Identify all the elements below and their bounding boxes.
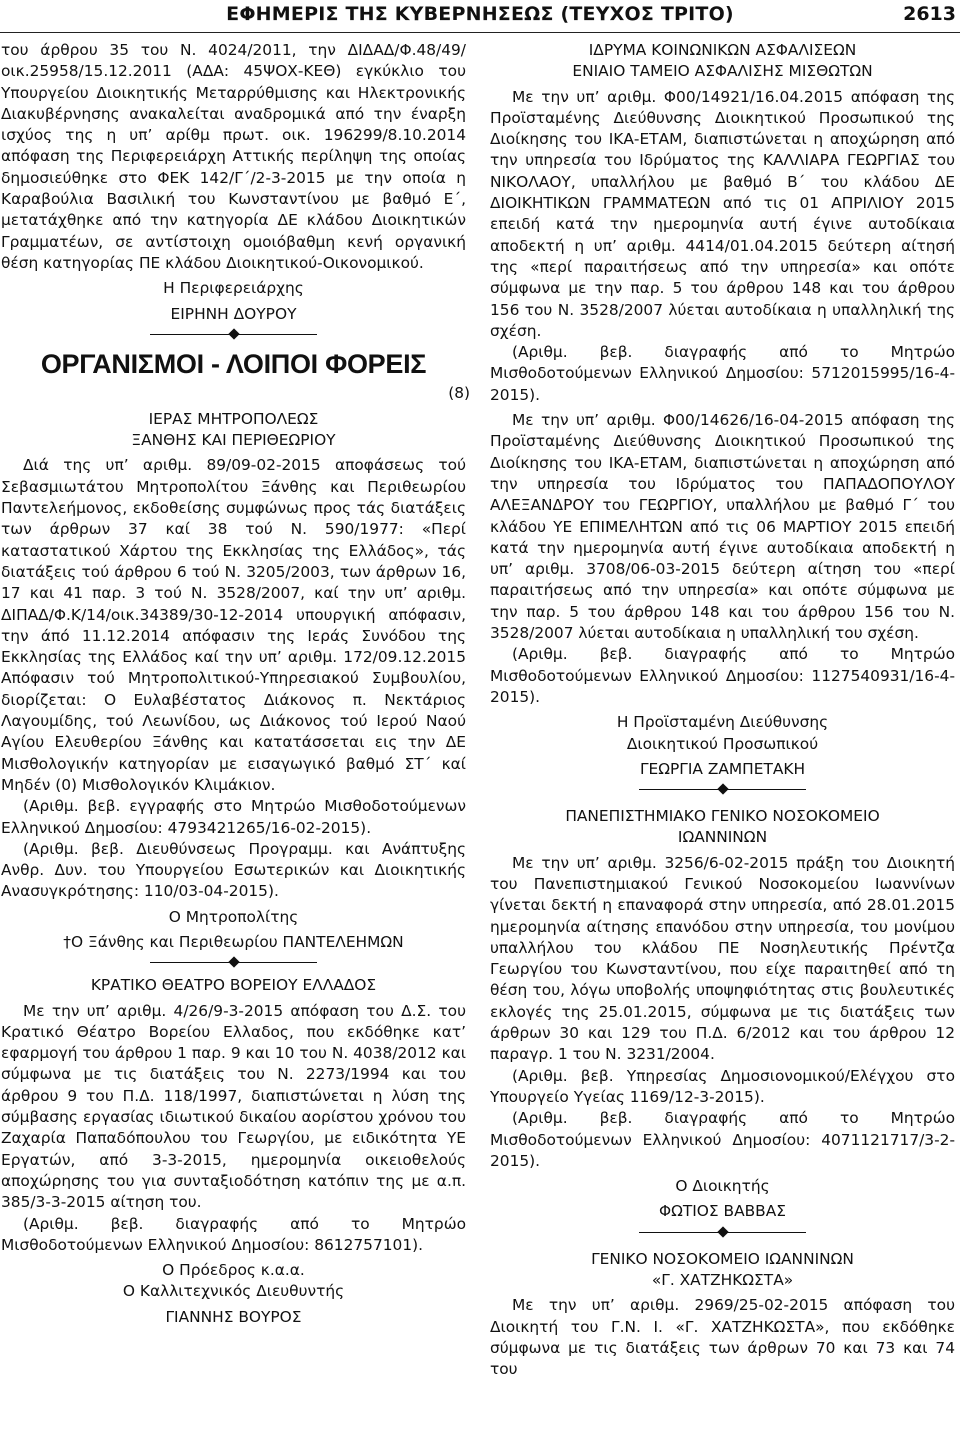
issue-note: (8) <box>448 383 470 402</box>
page-header <box>0 0 960 34</box>
signatory-role: Ο Καλλιτεχνικός Διευθυντής <box>122 1282 345 1301</box>
paragraph: του άρθρου 35 του Ν. 4024/2011, την ΔΙΔΑΔ/Φ.48/49/οικ.25958/15.12.2011 (ΑΔΑ: 45ΨΟΧ-ΚΕΘ) εγκύκλιο του Υπουργείου Διοικητικής Μεταρρύθμισης και Ηλεκτρονικής Διακυβέρνησης ανακαλείται αναδρομικά από την έναρξη ισχύος της η υπ’ αρίθμ πρωτ. οικ. 196299/8.10.2014 απόφαση της Περιφερειάρχη Αττικής περίληψη της οποίας δημοσιεύθηκε στο ΦΕΚ 142/Γ΄/2-3-2015 με την οποία η Καραβούλια Βασιλική του Κωνσταντίνου με βαθμό Ε΄, μετατάχθηκε από την κατηγορία ΔΕ κλάδου Διοικητικών Γραμματέων, σε αντίστοιχη ομοιόβαθμη κενή οργανική θέση κατηγορίας ΠΕ κλάδου Διοικητικού-Οικονομικού. <box>1 41 466 272</box>
paragraph: (Αριθμ. βεβ. διαγραφής από το Μητρώο Μισθοδοτούμενων Ελληνικού Δημοσίου: 8612757101). <box>1 1214 466 1254</box>
signatory-name: ΓΕΩΡΓΙΑ ΖΑΜΠΕΤΑΚΗ <box>639 759 806 778</box>
paragraph: Με την υπ’ αριθμ. Φ00/14921/16.04.2015 απόφαση της Προϊσταμένης Διεύθυνσης Διοικητικού Προσωπικού της Διοίκησης του ΙΚΑ-ΕΤΑΜ, διαπιστώνεται η αποχώρηση από την υπηρεσία του Ιδρύματος της ΚΑΛΛΙΑΡΑ ΓΕΩΡΓΙΑΣ του ΝΙΚΟΛΑΟΥ, υπαλλήλου με βαθμό Β΄ του κλάδου ΔΕ ΔΙΟΙΚΗΤΙΚΩΝ ΓΡΑΜΜΑΤΕΩΝ από τις 01 ΑΠΡΙΛΙΟΥ 2015 επειδή κατά την ημερομηνία αυτή έγινε αυτοδίκαια αποδεκτή η υπ’ αριθμ. 4414/01.04.2015 δεύτερη αίτησή της «περί παραιτήσεως από την υπηρεσία» και οπότε σύμφωνα με την παρ. 5 του άρθρου 148 και του άρθρου 156 του Ν. 3528/2007 λύεται αυτοδίκαια η υπαλληλική της σχέση. <box>490 87 955 340</box>
signatory-role: Ο Διοικητής <box>675 1177 770 1196</box>
paragraph: (Αριθμ. βεβ. διαγραφής από το Μητρώο Μισθοδοτούμενων Ελληνικού Δημοσίου: 1127540931/16-4-2015). <box>490 645 955 706</box>
section-divider <box>1 327 466 341</box>
signatory-role: Ο Μητροπολίτης <box>168 907 299 926</box>
org-heading: ΠΑΝΕΠΙΣΤΗΜΙΑΚΟ ΓΕΝΙΚΟ ΝΟΣΟΚΟΜΕΙΟ <box>565 807 880 826</box>
org-heading: ΞΑΝΘΗΣ ΚΑΙ ΠΕΡΙΘΕΩΡΙΟΥ <box>131 431 336 450</box>
paragraph: (Αριθμ. βεβ. διαγραφής από το Μητρώο Μισθοδοτούμενων Ελληνικού Δημοσίου: 4071121717/3-2-2015). <box>490 1109 955 1170</box>
paragraph: (Αριθμ. βεβ. Διευθύνσεως Προγραμμ. και Ανάπτυξης Ανθρ. Δυν. του Υπουργείου Εσωτερικών και Διοικητικής Ανασυγκρότησης: 110/03-04-2015). <box>1 839 466 901</box>
gazette-title: ΕΦΗΜΕΡΙΣ ΤΗΣ ΚΥΒΕΡΝΗΣΕΩΣ (ΤΕΥΧΟΣ ΤΡΙΤΟ) <box>226 3 734 25</box>
org-heading: ΓΕΝΙΚΟ ΝΟΣΟΚΟΜΕΙΟ ΙΩΑΝΝΙΝΩΝ <box>591 1249 854 1268</box>
section-divider <box>490 1225 955 1239</box>
section-divider <box>1 955 466 969</box>
paragraph: (Αριθμ. βεβ. Υπηρεσίας Δημοσιονομικού/Ελέγχου στο Υπουργείο Υγείας 1169/12-3-2015). <box>490 1066 955 1106</box>
paragraph: Με την υπ’ αριθμ. 3256/6-02-2015 πράξη του Διοικητή του Πανεπιστημιακού Γενικού Νοσοκομείου Ιωαννίνων γίνεται δεκτή η επαναφορά στην υπηρεσία, από 28.01.2015 ημερομηνία αίτησης επανόδου στην υπηρεσία, του μονίμου υπαλλήλου του κλάδου ΠΕ Νοσηλευτικής Πρέντζα Γεωργίου του Κωνσταντίνου, που είχε παραιτηθεί από τη θέση του, λόγω υποβολής υποψηφιότητας στις βουλευτικές εκλογές της 25.01.2015, σύμφωνα με τις διατάξεις των άρθρων 30 και 129 του Π.Δ. 6/2012 και του άρθρου 12 παραγρ. 1 του Ν. 3231/2004. <box>490 853 955 1064</box>
signatory-role: Διοικητικού Προσωπικού <box>626 734 819 753</box>
org-heading: ΕΝΙΑΙΟ ΤΑΜΕΙΟ ΑΣΦΑΛΙΣΗΣ ΜΙΣΘΩΤΩΝ <box>572 62 873 81</box>
signatory-name: ΓΙΑΝΝΗΣ ΒΟΥΡΟΣ <box>165 1307 302 1326</box>
left-column <box>1 40 470 1328</box>
paragraph: (Αριθμ. βεβ. διαγραφής από το Μητρώο Μισθοδοτούμενων Ελληνικού Δημοσίου: 5712015995/16-4-2015). <box>490 343 955 404</box>
signatory-role: Ο Πρόεδρος κ.α.α. <box>162 1261 305 1280</box>
signatory-name: ΦΩΤΙΟΣ ΒΑΒΒΑΣ <box>658 1202 786 1221</box>
page-number: 2613 <box>903 3 956 25</box>
paragraph: Διά της υπ’ αριθμ. 89/09-02-2015 αποφάσεως τού Σεβασμιωτάτου Μητροπολίτου Ξάνθης και Περιθεωρίου Παντελεήμονος, εκδοθείσης συμφώνως προς τάς διατάξεις των άρθρων 37 καί 38 τού Ν. 590/1977: «Περί καταστατικού Χάρτου της Εκκλησίας της Ελλάδος», τάς διατάξεις τού άρθρου 6 τού Ν. 3205/2003, των άρθρων 16, 17 και 41 παρ. 3 τού Ν. 3528/2007, καί την υπ’ αριθμ. ΔΙΠΑΔ/Φ.Κ/14/οικ.34389/30-12-2014 υπουργική απόφασιν, την άπό 11.12.2014 απόφασιν της Ιεράς Συνόδου της Εκκλησίας της Ελλάδος καί την υπ’ αριθμ. 172/09.12.2015 Απόφασιν τού Μητροπολιτικού-Υπηρεσιακού Συμβουλίου, διορίζεται: Ο Ευλαβέστατος Διάκονος π. Νεκτάριος Λαγουμίδης, τού Λεωνίδου, ως Διάκονος τού Ιερού Ναού Αγίου Ελευθερίου Ξάνθης και κατατάσσεται εις την ΔΕ Μισθολογικήν κατηγορίαν με εισαγωγικό βαθμό ΣΤ΄ καί Μηδέν (0) Μισθολογικόν Κλιμάκιον. <box>1 456 466 794</box>
right-column <box>490 40 955 1381</box>
paragraph: Με την υπ’ αριθμ. Φ00/14626/16-04-2015 απόφαση της Προϊσταμένης Διεύθυνσης Διοικητικού Προσωπικού της Διοίκησης του ΙΚΑ-ΕΤΑΜ, διαπιστώνεται η αποχώρηση από την υπηρεσία του Ιδρύματος του ΠΑΠΑΔΟΠΟΥΛΟΥ ΑΛΕΞΑΝΔΡΟΥ του ΓΕΩΡΓΙΟΥ, υπαλλήλου με βαθμό Γ΄ του κλάδου ΥΕ ΕΠΙΜΕΛΗΤΩΝ από τις 06 ΜΑΡΤΙΟΥ 2015 επειδή κατά την ημερομηνία αυτή έγινε αυτοδίκαια αποδεκτή η υπ’ αριθμ. 3708/06-03-2015 δεύτερη αίτηση του «περί παραιτήσεως από την υπηρεσία» και οπότε σύμφωνα με την παρ. 5 του άρθρου 148 και του άρθρου 156 του Ν. 3528/2007 λύεται αυτοδίκαια η υπαλληλική του σχέση. <box>490 411 955 643</box>
section-title: ΟΡΓΑΝΙΣΜΟΙ - ΛΟΙΠΟΙ ΦΟΡΕΙΣ <box>40 348 427 379</box>
section-divider <box>490 782 955 796</box>
signatory-name: †Ο Ξάνθης και Περιθεωρίου ΠΑΝΤΕΛΕΗΜΩΝ <box>63 932 404 951</box>
signatory-role: Η Περιφερειάρχης <box>163 279 304 298</box>
org-heading: ΙΩΑΝΝΙΝΩΝ <box>677 828 768 847</box>
org-heading: «Γ. ΧΑΤΖΗΚΩΣΤΑ» <box>651 1271 794 1290</box>
org-heading: ΙΔΡΥΜΑ ΚΟΙΝΩΝΙΚΩΝ ΑΣΦΑΛΙΣΕΩΝ <box>588 41 857 59</box>
org-heading: ΙΕΡΑΣ ΜΗΤΡΟΠΟΛΕΩΣ <box>148 409 319 428</box>
signatory-role: Η Προϊσταμένη Διεύθυνσης <box>616 713 829 732</box>
paragraph: Με την υπ’ αριθμ. 2969/25-02-2015 απόφαση του Διοικητή του Γ.Ν. Ι. «Γ. ΧΑΤΖΗΚΩΣΤΑ», που εκδόθηκε σύμφωνα με τις διατάξεις των άρθρων 70 και 73 και 74 του <box>490 1296 955 1379</box>
paragraph: (Αριθμ. βεβ. εγγραφής στο Μητρώο Μισθοδοτούμενων Ελληνικού Δημοσίου: 4793421265/16-02-2015). <box>1 797 466 837</box>
header-rule <box>0 32 960 33</box>
org-heading: ΚΡΑΤΙΚΟ ΘΕΑΤΡΟ ΒΟΡΕΙΟΥ ΕΛΛΑΔΟΣ <box>90 976 377 995</box>
signatory-name: ΕΙΡΗΝΗ ΔΟΥΡΟΥ <box>170 304 297 323</box>
paragraph: Με την υπ’ αριθμ. 4/26/9-3-2015 απόφαση του Δ.Σ. του Κρατικό Θέατρο Βορείου Ελλαδος, που εκδόθηκε κατ’ εφαρμογή του άρθρου 1 παρ. 9 και 10 του Ν. 4038/2012 και σύμφωνα με τις διατάξεις του Ν. 2273/1994 και του άρθρου 9 του Π.Δ. 118/1997, διαπιστώνεται η λύση της σύμβασης εργασίας ιδιωτικού δικαίου αορίστου χρόνου του Ζαχαρία Παπαδόπουλου του Γεωργίου, με ειδικότητα ΥΕ Εργατών, από 3-3-2015, ημερομηνία οικειοθελούς αποχώρησης του για συνταξιοδότηση κατόπιν της με α.π. 385/3-3-2015 αίτηση του. <box>1 1001 466 1212</box>
